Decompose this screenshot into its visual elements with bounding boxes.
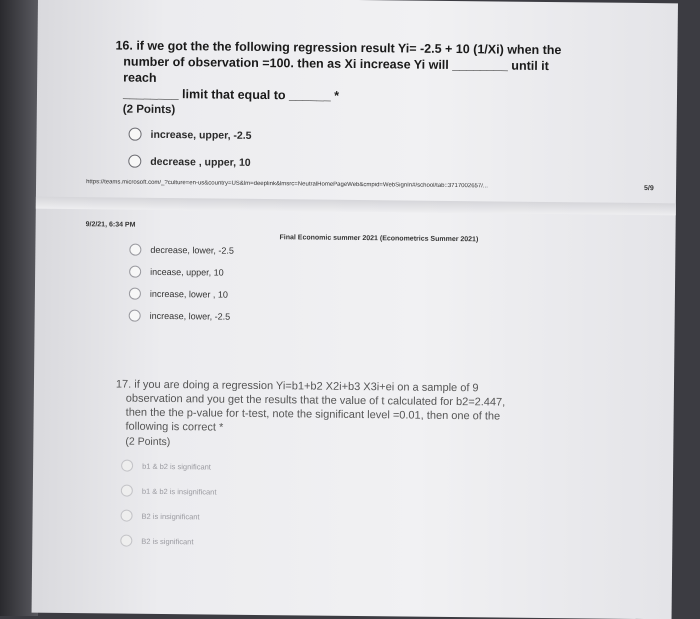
q16-option-3[interactable] <box>129 244 234 257</box>
question-16-points: (2 Points) <box>122 103 176 117</box>
footer-url: https://teams.microsoft.com/_?culture=en-us&country=US&lm=deeplink&lmsrc=NeutralHomePageWeb&cmpid=WebSignIn#/school/tab::3717002657/... <box>86 179 488 190</box>
radio-button[interactable] <box>121 510 133 522</box>
question-17-line-2: observation and you get the results that the value of t calculated for b2=2.447, <box>125 392 506 409</box>
question-16-line-2: number of observation =100. then as Xi increase Yi will ________ until it reach <box>123 54 549 85</box>
q16-option-2[interactable] <box>128 155 574 173</box>
q17-option-1-label: b1 & b2 is significant <box>142 461 211 471</box>
question-16-line-1: 16. if we got the the following regression result Yi= -2.5 + 10 (1/Xi) when the <box>115 38 562 58</box>
question-16-line-3: ________ limit that equal to ______ * <box>122 86 340 103</box>
radio-button[interactable] <box>129 128 142 141</box>
q17-option-4-label: B2 is significant <box>141 536 194 546</box>
radio-button[interactable] <box>120 535 132 547</box>
q16-option-4[interactable] <box>129 266 234 279</box>
question-17-text <box>115 377 566 438</box>
q16-option-5-label: increase, lower , 10 <box>149 288 229 300</box>
printed-page <box>32 0 678 619</box>
radio-button[interactable] <box>128 155 141 168</box>
question-17-line-4: following is correct * <box>125 420 224 434</box>
question-17 <box>114 377 566 564</box>
question-17-line-1: 17. if you are doing a regression Yi=b1+b2 X2i+b3 X3i+ei on a sample of 9 <box>115 378 479 395</box>
q17-option-3[interactable] <box>121 510 565 527</box>
page-break <box>36 197 676 216</box>
radio-button[interactable] <box>129 310 141 322</box>
q16-option-5[interactable] <box>129 288 234 301</box>
q17-option-2-label: b1 & b2 is insignificant <box>141 486 217 497</box>
q17-option-4[interactable] <box>120 535 564 552</box>
question-17-points: (2 Points) <box>125 435 171 449</box>
radio-button[interactable] <box>121 485 133 497</box>
print-date: 9/2/21, 6:34 PM <box>85 221 136 229</box>
print-title: Final Economic summer 2021 (Econometrics Summer 2021) <box>279 234 479 244</box>
radio-button[interactable] <box>129 288 141 300</box>
q16-option-2-label: decrease , upper, 10 <box>150 155 251 169</box>
q16-option-4-label: incease, upper, 10 <box>150 266 224 278</box>
q17-option-2[interactable] <box>121 485 565 502</box>
question-16-text <box>115 37 576 106</box>
q16-option-6-label: increase, lower, -2.5 <box>149 310 231 322</box>
question-16 <box>114 37 575 172</box>
q16-option-3-label: decrease, lower, -2.5 <box>150 244 234 256</box>
radio-button[interactable] <box>121 460 133 472</box>
q16-option-1-label: increase, upper, -2.5 <box>150 128 252 142</box>
q17-option-3-label: B2 is insignificant <box>141 511 200 521</box>
page-number: 5/9 <box>644 185 654 193</box>
question-17-line-3: then the the p-value for t-test, note the significant level =0.01, then one of the <box>125 406 501 423</box>
question-16-continued <box>129 244 234 333</box>
radio-button[interactable] <box>129 266 141 278</box>
q16-option-6[interactable] <box>129 310 234 323</box>
radio-button[interactable] <box>129 244 141 256</box>
